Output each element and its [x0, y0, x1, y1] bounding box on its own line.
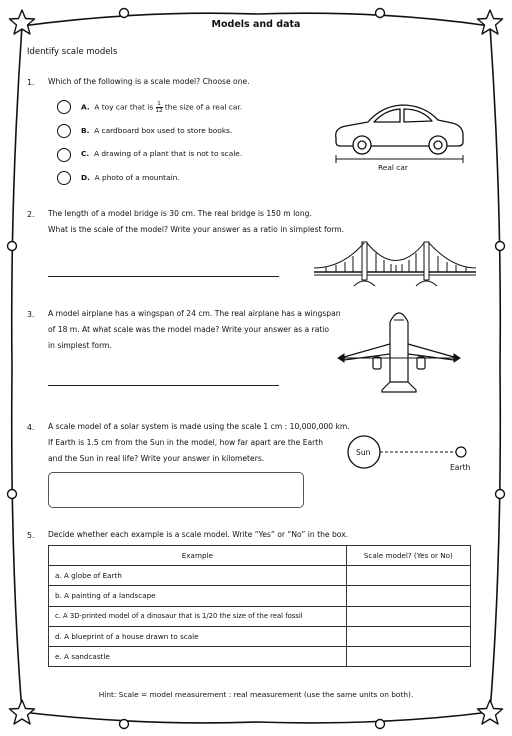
- star-icon: [478, 700, 503, 724]
- border-bead: [496, 242, 505, 251]
- table-row: [49, 586, 471, 606]
- column-header-answer: Scale model? (Yes or No): [346, 546, 470, 566]
- example-cell: c. A 3D-printed model of a dinosaur that is 1/20 the size of the real fossil: [49, 606, 347, 626]
- page-title: Models and data: [211, 19, 301, 30]
- table-row: [49, 566, 471, 586]
- answer-cell[interactable]: [346, 566, 470, 586]
- q2-line2: What is the scale of the model? Write your answer as a ratio in simplest form.: [48, 225, 345, 234]
- q4-answer-box[interactable]: [48, 472, 304, 508]
- earth-icon: [456, 447, 466, 457]
- q1-option-c: C. A drawing of a plant that is not to scale.: [81, 149, 243, 158]
- border-bead: [496, 490, 505, 499]
- answer-cell[interactable]: [346, 606, 470, 626]
- q1-option-d: D. A photo of a mountain.: [81, 173, 180, 182]
- q2-answer-line[interactable]: [48, 276, 279, 277]
- column-header-example: Example: [49, 546, 347, 566]
- q1-option-b-radio[interactable]: [57, 124, 71, 138]
- q3-number: 3.: [27, 310, 35, 319]
- fraction: $\frac{1}{12}$: [155, 101, 163, 114]
- border-bead: [376, 720, 385, 729]
- q1-option-d-radio[interactable]: [57, 171, 71, 185]
- q2-number: 2.: [27, 210, 35, 219]
- section-subtitle: Identify scale models: [27, 47, 118, 57]
- answer-cell[interactable]: [346, 646, 470, 666]
- example-cell: e. A sandcastle: [49, 646, 347, 666]
- q4-line2: If Earth is 1.5 cm from the Sun in the model, how far apart are the Earth: [48, 438, 324, 447]
- q3-answer-line[interactable]: [48, 385, 279, 386]
- q1-option-b: B. A cardboard box used to store books.: [81, 126, 233, 135]
- q1-option-a-radio[interactable]: [57, 100, 71, 114]
- q3-line1: A model airplane has a wingspan of 24 cm. The real airplane has a wingspan: [48, 309, 341, 318]
- q4-line3: and the Sun in real life? Write your answer in kilometers.: [48, 454, 265, 463]
- q1-number: 1.: [27, 78, 35, 87]
- border-bead: [376, 9, 385, 18]
- answer-cell[interactable]: [346, 626, 470, 646]
- q5-text: Decide whether each example is a scale model. Write “Yes” or “No” in the box.: [48, 530, 349, 539]
- q5-number: 5.: [27, 531, 35, 540]
- border-bead: [120, 720, 129, 729]
- sun-label: Sun: [356, 448, 371, 457]
- table-row: [49, 646, 471, 666]
- q1-text: Which of the following is a scale model? Choose one.: [48, 77, 250, 86]
- table-row: [49, 606, 471, 626]
- q4-number: 4.: [27, 423, 35, 432]
- earth-label: Earth: [450, 463, 471, 472]
- q3-line2: of 18 m. At what scale was the model made? Write your answer as a ratio: [48, 325, 330, 334]
- bridge-illustration: [312, 238, 478, 288]
- table-row: [49, 626, 471, 646]
- car-label: Real car: [378, 163, 408, 172]
- hint-text: Hint: Scale = model measurement : real measurement (use the same units on both).: [98, 690, 414, 699]
- answer-cell[interactable]: [346, 586, 470, 606]
- q1-option-a: A. A toy car that is $\frac{1}{12}$ the size of a real car.: [81, 101, 243, 114]
- example-cell: d. A blueprint of a house drawn to scale: [49, 626, 347, 646]
- example-cell: b. A painting of a landscape: [49, 586, 347, 606]
- q1-option-c-radio[interactable]: [57, 148, 71, 162]
- q5-table: [48, 545, 471, 667]
- q2-line1: The length of a model bridge is 30 cm. The real bridge is 150 m long.: [48, 209, 312, 218]
- star-icon: [10, 700, 35, 724]
- example-cell: a. A globe of Earth: [49, 566, 347, 586]
- airplane-illustration: [334, 304, 464, 398]
- border-bead: [8, 490, 17, 499]
- border-bead: [120, 9, 129, 18]
- table-header-row: [49, 546, 471, 566]
- border-bead: [8, 242, 17, 251]
- q3-line3: in simplest form.: [48, 341, 112, 350]
- q4-line1: A scale model of a solar system is made using the scale 1 cm : 10,000,000 km.: [48, 422, 350, 431]
